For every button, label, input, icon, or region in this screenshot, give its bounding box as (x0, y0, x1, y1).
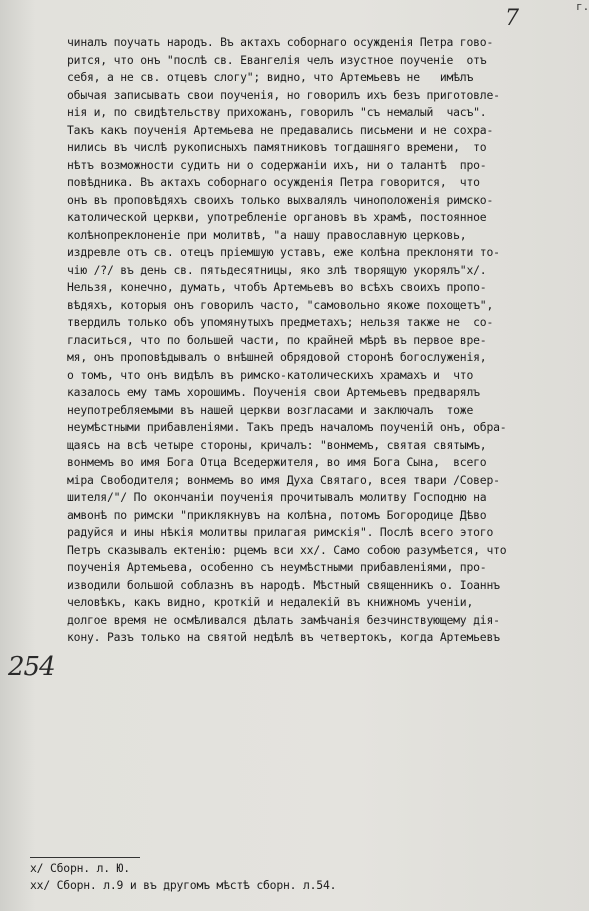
text-line: кону. Разъ только на святой недѣлѣ въ четвертокъ, когда Артемьевъ (67, 630, 500, 644)
text-line: амвонѣ по римски "приклякнувъ на колѣна, потомъ Богородице Дѣво (67, 507, 487, 522)
text-line: радуйся и ины нѣкія молитвы прилагая римскія". Послѣ всего этого (67, 525, 494, 539)
text-line: Такъ какъ поученія Артемьева не предавались письмени и не сохра- (67, 122, 494, 137)
text-line: неупотребляемыми въ нашей церкви возгласами и заключалъ тоже (67, 402, 474, 417)
text-line: чиналъ поучать народъ. Въ актахъ соборнаго осужденія Петра гово- (67, 35, 494, 49)
text-line: неумѣстными прибавленіями. Такъ предъ началомъ поученій онъ, обра- (67, 420, 507, 434)
text-line: человѣкъ, какъ видно, кроткій и недалекій въ книжномъ ученіи, (67, 595, 474, 609)
text-line: шителя/"/ По окончаніи поученія прочитывалъ молитву Господню на (67, 490, 487, 504)
footnote-rule (30, 857, 140, 858)
text-line: нѣтъ возможности судить ни о содержаніи ихъ, ни о талантѣ про- (67, 157, 487, 172)
text-line: долгое время не осмѣливался дѣлать замѣчанія безчинствующему дія- (67, 612, 500, 627)
text-line: Нельзя, конечно, думать, чтобъ Артемьевъ во всѣхъ своихъ пропо- (67, 280, 487, 294)
text-line: обычая записывать свои поученія, но говорилъ ихъ безъ приготовле- (67, 87, 500, 102)
text-line: рится, что онъ "послѣ св. Евангелія челъ изустное поученіе отъ (67, 52, 487, 67)
text-line: изводили большой соблазнъ въ народѣ. Мѣстный священникъ о. Іоаннъ (67, 577, 500, 592)
text-line: міра Свободителя; вонмемъ во имя Духа Святаго, всея твари /Совер- (67, 472, 500, 487)
text-line: онъ въ проповѣдяхъ своихъ только выхвалялъ чиноположенія римско- (67, 192, 494, 207)
text-line: вонмемъ во имя Бога Отца Вседержителя, во имя Бога Сына, всего (67, 455, 487, 469)
text-line: казалось ему тамъ хорошимъ. Поученія свои Артемьевъ предварялъ (67, 385, 480, 399)
text-line: нія и, по свидѣтельству прихожанъ, говорилъ "съ немалый часъ". (67, 105, 487, 119)
text-line: о томъ, что онъ видѣлъ въ римско-католическихъ храмахъ и что (67, 367, 474, 382)
footnote: xx/ Сборн. л.9 и въ другомъ мѣстѣ сборн. л.54. (30, 878, 337, 892)
text-line: колѣнопреклоненіе при молитвѣ, "а нашу православную церковь, (67, 227, 467, 242)
corner-mark: г. (576, 0, 589, 13)
text-line: гласиться, что по большей части, по крайней мѣрѣ въ первое вре- (67, 332, 487, 347)
text-line: Петръ сказывалъ ектенію: рцемъ вси xx/. Само собою разумѣется, что (67, 542, 507, 557)
text-line: повѣдника. Въ актахъ соборнаго осужденія Петра говорится, что (67, 175, 480, 189)
text-line: мя, онъ проповѣдывалъ о внѣшней обрядовой сторонѣ богослуженія, (67, 350, 487, 364)
text-line: нились въ числѣ рукописныхъ памятниковъ тогдашняго времени, то (67, 140, 487, 154)
text-line: католической церкви, употребленіе органовъ въ храмѣ, постоянное (67, 210, 487, 224)
folio-number: 7 (505, 6, 519, 31)
text-line: чію /?/ въ день св. пятьдесятницы, яко злѣ творящую укорялъ"x/. (67, 262, 487, 277)
margin-annotation: 254 (8, 652, 55, 682)
footnote: x/ Сборн. л. Ю. (30, 861, 130, 875)
text-line: издревле отъ св. отецъ пріемшую уставъ, еже колѣна преклоняти то- (67, 245, 500, 259)
text-line: себя, а не св. отцевъ слогу"; видно, что Артемьевъ не имѣлъ (67, 70, 474, 84)
body-text (67, 34, 581, 647)
text-line: щаясь на всѣ четыре стороны, кричалъ: "вонмемъ, святая святымъ, (67, 437, 487, 452)
footnotes (30, 860, 550, 894)
text-line: поученія Артемьева, особенно съ неумѣстными прибавленіями, про- (67, 560, 487, 574)
text-line: вѣдяхъ, которыя онъ говорилъ часто, "самовольно якоже похощетъ", (67, 297, 494, 312)
text-line: твердилъ только объ упомянутыхъ предметахъ; нельзя также не со- (67, 315, 494, 329)
